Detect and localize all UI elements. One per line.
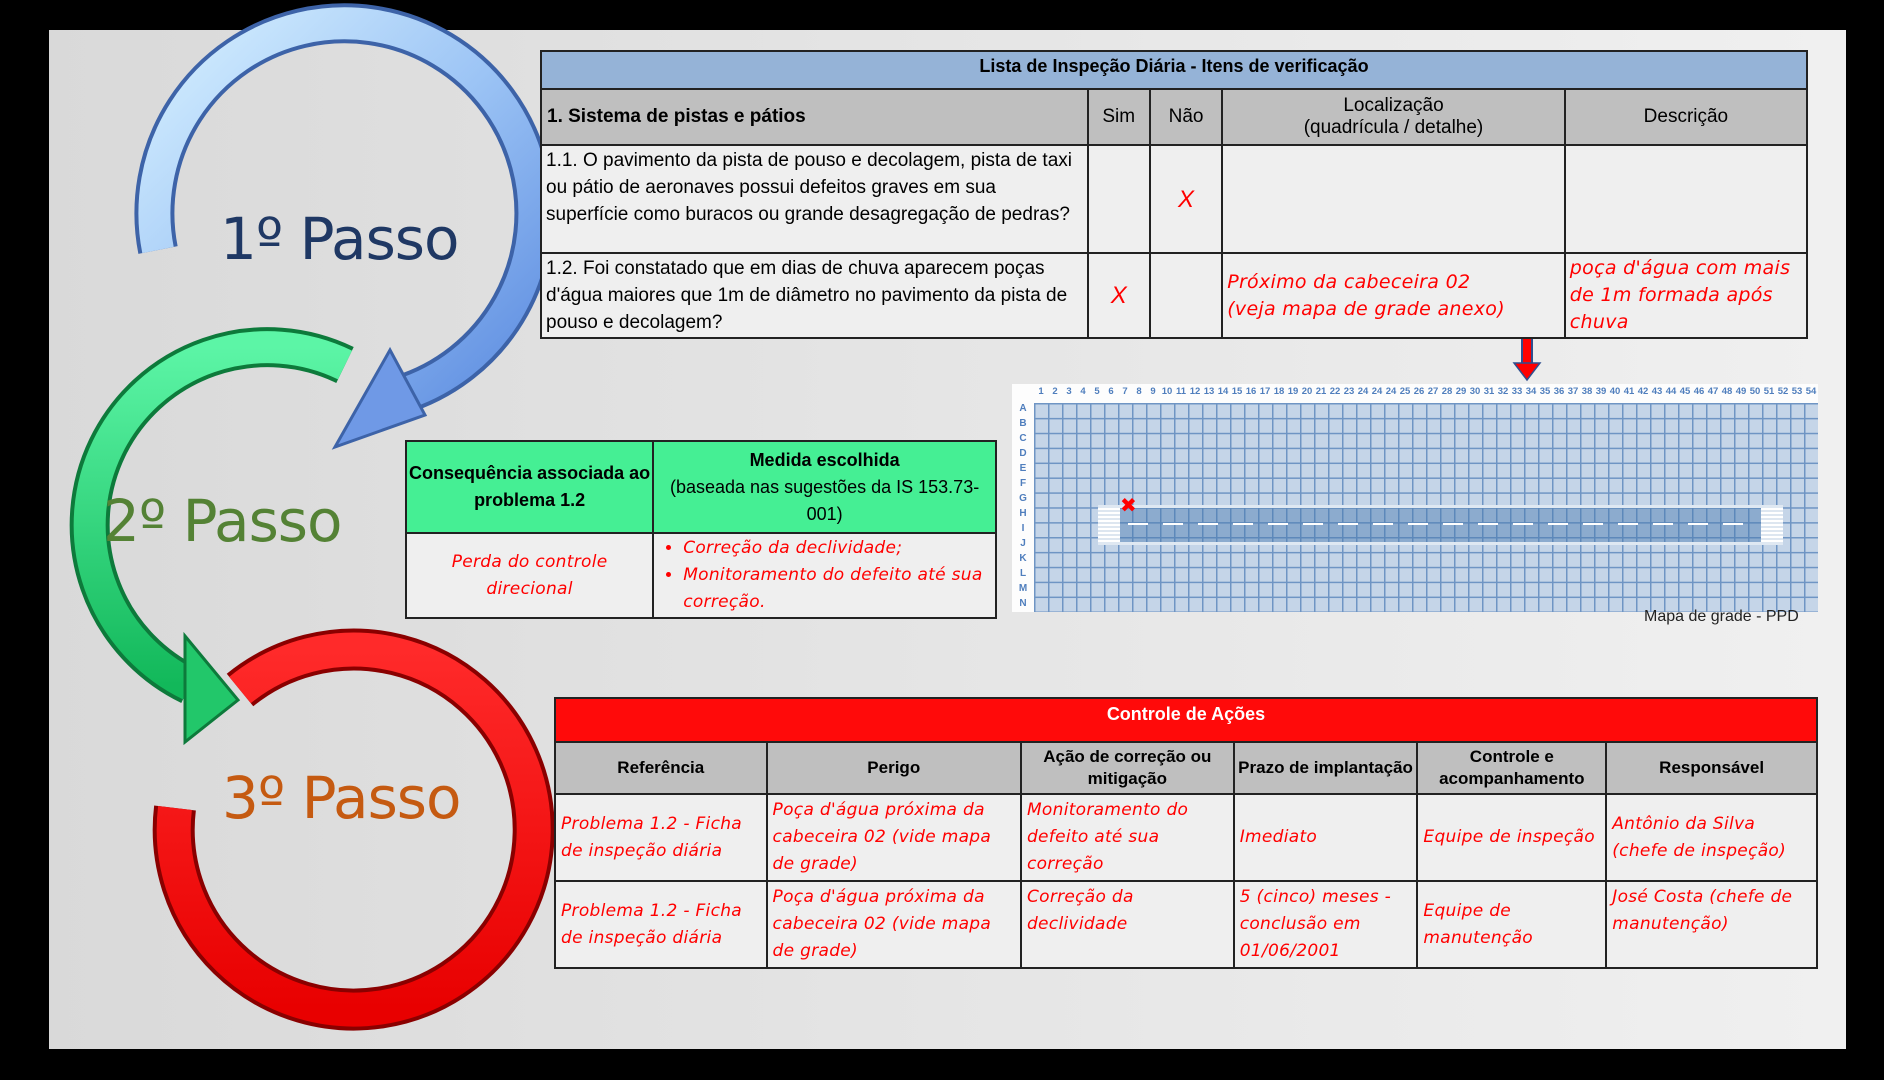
grid-col-label: 44 [1665,386,1677,397]
localizacao-cell[interactable]: Próximo da cabeceira 02 (veja mapa de grade anexo) [1222,253,1565,338]
grid-col-label: 28 [1441,386,1453,397]
grid-col-label: 18 [1273,386,1285,397]
nao-mark[interactable] [1150,253,1222,338]
sim-mark[interactable]: X [1088,253,1150,338]
cell-controle: Equipe de inspeção [1417,794,1606,881]
cell-perigo: Poça d'água próxima da cabeceira 02 (vide mapa de grade) [767,794,1021,881]
grid-col-label: 8 [1136,386,1142,397]
grid-row-label: I [1021,523,1025,534]
grid-row-label: L [1019,568,1027,579]
grid-col-label: 27 [1427,386,1439,397]
grid-col-label: 24 [1385,386,1397,397]
grid-col-label: 19 [1287,386,1299,397]
grid-col-label: 46 [1693,386,1705,397]
threshold-02 [1761,508,1783,542]
grid-col-label: 24 [1371,386,1383,397]
grid-col-label: 6 [1108,386,1114,397]
grid-col-label: 5 [1094,386,1100,397]
header-section: 1. Sistema de pistas e pátios [541,89,1088,145]
grid-row-label: M [1018,583,1028,594]
grid-col-label: 38 [1581,386,1593,397]
grid-col-label: 34 [1525,386,1537,397]
cell-responsavel: Antônio da Silva (chefe de inspeção) [1606,794,1817,881]
header-measure: Medida escolhida (baseada nas sugestões da IS 153.73-001) [653,441,996,533]
runway-centerline [1128,523,1743,525]
grid-row-labels [1012,401,1034,611]
header-prazo: Prazo de implantação [1234,742,1418,794]
item-text: 1.2. Foi constatado que em dias de chuva aparecem poças d'água maiores que 1m de diâmetro no pavimento da pista de pouso e decolagem? [541,253,1088,338]
grid-row-label: G [1019,493,1027,504]
grid-col-label: 13 [1203,386,1215,397]
grid-row-label: A [1019,403,1027,414]
grid-col-label: 51 [1763,386,1775,397]
grid-col-label: 21 [1315,386,1327,397]
grid-col-label: 29 [1455,386,1467,397]
table-row [541,145,1807,253]
grid-col-label: 33 [1511,386,1523,397]
grid-col-label: 50 [1749,386,1761,397]
defect-marker-icon: ✖ [1120,495,1137,517]
grid-col-label: 31 [1483,386,1495,397]
grid-row-label: K [1019,553,1027,564]
grid-col-label: 40 [1609,386,1621,397]
cell-perigo: Poça d'água próxima da cabeceira 02 (vide mapa de grade) [767,881,1021,968]
grid-col-label: 53 [1791,386,1803,397]
grid-col-label: 47 [1707,386,1719,397]
actions-title: Controle de Ações [555,698,1817,742]
table-row [541,253,1807,338]
grid-col-label: 15 [1231,386,1243,397]
grid-col-label: 45 [1679,386,1691,397]
runway-shape [1098,505,1783,545]
cell-referencia: Problema 1.2 - Ficha de inspeção diária [555,794,767,881]
grid-col-label: 24 [1357,386,1369,397]
header-acao: Ação de correção ou mitigação [1021,742,1234,794]
header-consequence: Consequência associada ao problema 1.2 [406,441,653,533]
table-row [555,794,1817,881]
header-nao: Não [1150,89,1222,145]
consequence-table [405,440,997,619]
grid-col-label: 10 [1161,386,1173,397]
grid-cells [1034,403,1818,612]
grid-row-label: D [1019,448,1027,459]
cell-responsavel: José Costa (chefe de manutenção) [1606,881,1817,968]
grid-col-label: 3 [1066,386,1072,397]
grid-col-label: 14 [1217,386,1229,397]
grid-col-label: 42 [1637,386,1649,397]
grid-row-label: B [1019,418,1027,429]
grid-col-label: 26 [1413,386,1425,397]
header-controle: Controle e acompanhamento [1417,742,1606,794]
sim-mark[interactable] [1088,145,1150,253]
grid-col-label: 9 [1150,386,1156,397]
cell-controle: Equipe de manutenção [1417,881,1606,968]
header-referencia: Referência [555,742,767,794]
grid-col-label: 35 [1539,386,1551,397]
measures-cell [653,533,996,618]
step3-label: 3º Passo [222,764,461,832]
grid-col-label: 11 [1175,386,1187,397]
step1-label: 1º Passo [220,205,459,273]
header-descricao: Descrição [1565,89,1807,145]
grid-col-label: 36 [1553,386,1565,397]
cell-prazo: 5 (cinco) meses - conclusão em 01/06/2001 [1234,881,1418,968]
grid-row-label: N [1019,598,1027,609]
grid-col-label: 16 [1245,386,1257,397]
cell-acao: Correção da declividade [1021,881,1234,968]
grid-col-label: 22 [1329,386,1341,397]
grid-map [1012,384,1818,612]
grid-col-label: 54 [1805,386,1817,397]
grid-col-label: 37 [1567,386,1579,397]
grid-col-label: 49 [1735,386,1747,397]
grid-row-label: C [1019,433,1027,444]
nao-mark[interactable]: X [1150,145,1222,253]
step2-label: 2º Passo [103,487,342,555]
consequence-cell: Perda do controle direcional [406,533,653,618]
grid-row-label: H [1019,508,1027,519]
measure-item: • Correção da declividade; [683,535,994,562]
inspection-table [540,50,1808,339]
grid-col-label: 1 [1038,386,1044,397]
grid-col-label: 12 [1189,386,1201,397]
grid-col-label: 17 [1259,386,1271,397]
header-perigo: Perigo [767,742,1021,794]
cell-referencia: Problema 1.2 - Ficha de inspeção diária [555,881,767,968]
header-sim: Sim [1088,89,1150,145]
grid-col-label: 30 [1469,386,1481,397]
grid-row-label: F [1019,478,1027,489]
actions-table [554,697,1818,969]
grid-col-label: 48 [1721,386,1733,397]
grid-row-label: E [1019,463,1027,474]
inspection-title: Lista de Inspeção Diária - Itens de verificação [541,51,1807,89]
measure-item: • Monitoramento do defeito até sua correção. [683,562,994,616]
grid-col-label: 39 [1595,386,1607,397]
grid-col-label: 2 [1052,386,1058,397]
grid-col-label: 4 [1080,386,1086,397]
descricao-cell[interactable] [1565,145,1807,253]
grid-column-labels [1034,386,1818,400]
grid-col-label: 20 [1301,386,1313,397]
grid-col-label: 52 [1777,386,1789,397]
header-responsavel: Responsável [1606,742,1817,794]
descricao-cell[interactable]: poça d'água com mais de 1m formada após chuva [1565,253,1807,338]
grid-col-label: 32 [1497,386,1509,397]
grid-row-label: J [1020,538,1026,549]
cell-prazo: Imediato [1234,794,1418,881]
grid-col-label: 7 [1122,386,1128,397]
item-text: 1.1. O pavimento da pista de pouso e decolagem, pista de taxi ou pátio de aeronaves possui defeitos graves em sua superfície como buracos ou grande desagregação de pedras? [541,145,1088,253]
table-row [555,881,1817,968]
grid-col-label: 41 [1623,386,1635,397]
header-localizacao: Localização (quadrícula / detalhe) [1222,89,1565,145]
grid-col-label: 43 [1651,386,1663,397]
map-caption: Mapa de grade - PPD [1644,608,1799,625]
cell-acao: Monitoramento do defeito até sua correção [1021,794,1234,881]
threshold-01 [1098,508,1120,542]
localizacao-cell[interactable] [1222,145,1565,253]
grid-col-label: 25 [1399,386,1411,397]
grid-col-label: 23 [1343,386,1355,397]
